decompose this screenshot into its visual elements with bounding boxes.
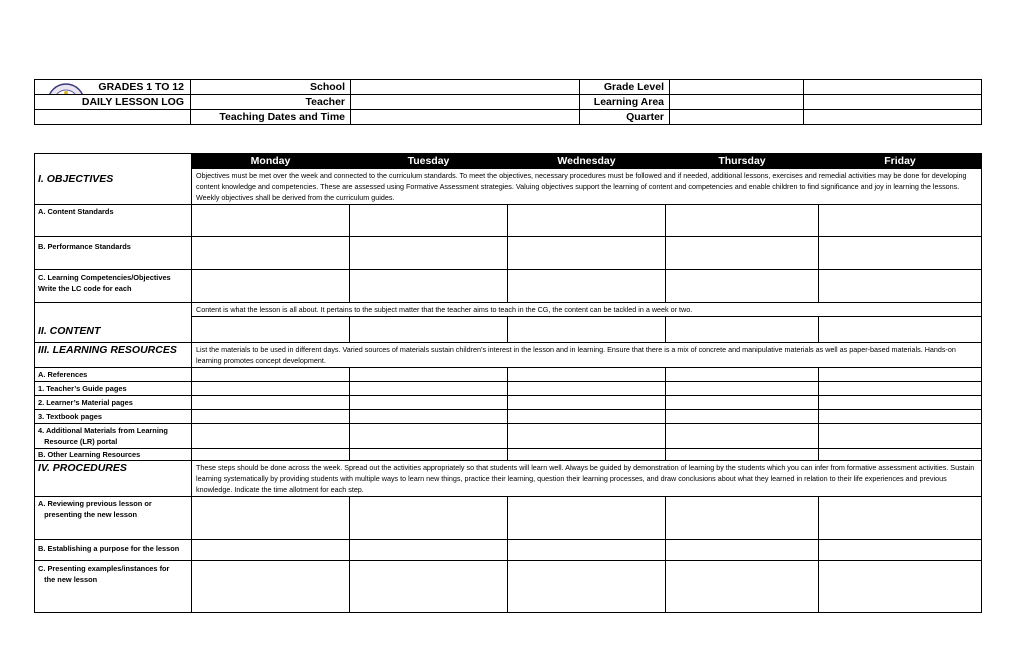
cell-input[interactable] <box>192 424 350 449</box>
other-resources-label: B. Other Learning Resources <box>35 449 192 461</box>
day-header-tuesday: Tuesday <box>350 154 508 169</box>
reviewing-lesson-label <box>35 497 192 540</box>
school-field[interactable] <box>351 80 580 95</box>
cell-input[interactable] <box>819 561 982 613</box>
procedures-title: IV. PROCEDURES <box>35 461 192 497</box>
cell-input[interactable] <box>508 396 666 410</box>
cell-input[interactable] <box>508 449 666 461</box>
cell-input[interactable] <box>666 561 819 613</box>
learning-competencies-label <box>35 270 192 303</box>
teachers-guide-label: 1. Teacher’s Guide pages <box>35 382 192 396</box>
header-title-line2: DAILY LESSON LOG <box>81 96 184 108</box>
establishing-purpose-label: B. Establishing a purpose for the lesson <box>35 540 192 561</box>
header-title-cell-3 <box>35 110 191 125</box>
teacher-field[interactable] <box>351 95 580 110</box>
cell-input[interactable] <box>819 540 982 561</box>
day-header-friday: Friday <box>819 154 982 169</box>
objectives-title: I. OBJECTIVES <box>35 154 192 205</box>
performance-standards-label: B. Performance Standards <box>35 237 192 270</box>
cell-input[interactable] <box>666 424 819 449</box>
cell-input[interactable] <box>508 561 666 613</box>
cell-input[interactable] <box>192 368 350 382</box>
cell-input[interactable] <box>819 317 982 343</box>
cell-input[interactable] <box>350 424 508 449</box>
cell-input[interactable] <box>350 317 508 343</box>
learning-resources-title: III. LEARNING RESOURCES <box>35 343 192 368</box>
cell-input[interactable] <box>508 270 666 303</box>
school-label: School <box>191 80 351 95</box>
cell-input[interactable] <box>819 205 982 237</box>
cell-input[interactable] <box>819 410 982 424</box>
learning-competencies-line1: C. Learning Competencies/Objectives <box>38 273 171 282</box>
day-header-monday: Monday <box>192 154 350 169</box>
teacher-label: Teacher <box>191 95 351 110</box>
cell-input[interactable] <box>350 449 508 461</box>
learners-material-label: 2. Learner’s Material pages <box>35 396 192 410</box>
additional-materials-line2: Resource (LR) portal <box>38 437 118 446</box>
cell-input[interactable] <box>192 449 350 461</box>
presenting-examples-line1: C. Presenting examples/instances for <box>38 564 170 573</box>
cell-input[interactable] <box>192 382 350 396</box>
cell-input[interactable] <box>350 561 508 613</box>
cell-input[interactable] <box>350 382 508 396</box>
cell-input[interactable] <box>666 382 819 396</box>
cell-input[interactable] <box>508 237 666 270</box>
grade-level-field[interactable] <box>804 80 982 95</box>
cell-input[interactable] <box>508 540 666 561</box>
cell-input[interactable] <box>192 497 350 540</box>
cell-input[interactable] <box>819 270 982 303</box>
cell-input[interactable] <box>819 497 982 540</box>
cell-input[interactable] <box>350 205 508 237</box>
additional-materials-label <box>35 424 192 449</box>
cell-input[interactable] <box>666 270 819 303</box>
presenting-examples-line2: the new lesson <box>38 575 98 584</box>
grade-level-label-2 <box>670 80 804 95</box>
learning-area-label: Learning Area <box>580 95 670 110</box>
cell-input[interactable] <box>508 205 666 237</box>
teaching-dates-label: Teaching Dates and Time <box>191 110 351 125</box>
cell-input[interactable] <box>819 368 982 382</box>
cell-input[interactable] <box>192 205 350 237</box>
objectives-description: Objectives must be met over the week and connected to the curriculum standards. To meet the objectives, necessary procedures must be followed and if needed, additional lessons, exercises and remedial activities may be done for developing content knowledge and competencies. These are assessed using Formative Assessment strategies. Valuing objectives support the learning of content and competencies and enable children to find significance and joy in learning the lessons. Weekly objectives shall be derived from the curriculum guides. <box>192 169 982 205</box>
textbook-pages-label: 3. Textbook pages <box>35 410 192 424</box>
cell-input[interactable] <box>508 497 666 540</box>
learning-resources-description: List the materials to be used in different days. Varied sources of materials sustain children’s interest in the lesson and in learning. Ensure that there is a mix of concrete and manipulative materials as well as paper-based materials. Hands-on learning promotes concept development. <box>192 343 982 368</box>
cell-input[interactable] <box>192 396 350 410</box>
cell-input[interactable] <box>192 540 350 561</box>
lesson-log-table <box>34 153 982 613</box>
cell-input[interactable] <box>819 237 982 270</box>
quarter-label: Quarter <box>580 110 670 125</box>
cell-input[interactable] <box>819 396 982 410</box>
cell-input[interactable] <box>508 410 666 424</box>
cell-input[interactable] <box>508 317 666 343</box>
additional-materials-line1: 4. Additional Materials from Learning <box>38 426 168 435</box>
teaching-dates-field[interactable] <box>351 110 580 125</box>
header-table <box>34 79 982 125</box>
cell-input[interactable] <box>666 237 819 270</box>
cell-input[interactable] <box>819 382 982 396</box>
cell-input[interactable] <box>666 396 819 410</box>
cell-input[interactable] <box>666 540 819 561</box>
cell-input[interactable] <box>819 424 982 449</box>
cell-input[interactable] <box>666 497 819 540</box>
learning-competencies-line2: Write the LC code for each <box>38 284 132 293</box>
cell-input[interactable] <box>350 410 508 424</box>
content-description: Content is what the lesson is all about. It pertains to the subject matter that the teacher aims to teach in the CG, the content can be tackled in a week or two. <box>192 303 982 317</box>
cell-input[interactable] <box>666 410 819 424</box>
cell-input[interactable] <box>666 449 819 461</box>
cell-input[interactable] <box>350 540 508 561</box>
cell-input[interactable] <box>350 497 508 540</box>
cell-input[interactable] <box>666 368 819 382</box>
grade-level-label: Grade Level <box>580 80 670 95</box>
presenting-examples-label <box>35 561 192 613</box>
procedures-description: These steps should be done across the week. Spread out the activities appropriately so that students will learn well. Always be guided by demonstration of learning by the students which you can infer from formative assessment activities. Sustain learning systematically by providing students with multiple ways to learn new things, practice their learning, question their learning processes, and draw conclusions about what they learned in relation to their life experiences and previous knowledge. Indicate the time allotment for each step. <box>192 461 982 497</box>
references-label: A. References <box>35 368 192 382</box>
cell-input[interactable] <box>508 382 666 396</box>
cell-input[interactable] <box>192 237 350 270</box>
day-header-thursday: Thursday <box>666 154 819 169</box>
content-standards-label: A. Content Standards <box>35 205 192 237</box>
reviewing-lesson-line2: presenting the new lesson <box>38 510 137 519</box>
header-title-line1: GRADES 1 TO 12 <box>98 81 184 93</box>
day-header-wednesday: Wednesday <box>508 154 666 169</box>
cell-input[interactable] <box>508 368 666 382</box>
header-title-cell <box>35 80 191 95</box>
reviewing-lesson-line1: A. Reviewing previous lesson or <box>38 499 152 508</box>
cell-input[interactable] <box>350 368 508 382</box>
cell-input[interactable] <box>192 317 350 343</box>
content-title: II. CONTENT <box>35 303 192 343</box>
cell-input[interactable] <box>666 317 819 343</box>
deped-seal-icon <box>43 82 89 95</box>
cell-input[interactable] <box>508 424 666 449</box>
learning-area-spacer <box>670 95 804 110</box>
cell-input[interactable] <box>192 270 350 303</box>
quarter-spacer <box>670 110 804 125</box>
cell-input[interactable] <box>350 237 508 270</box>
quarter-field[interactable] <box>804 110 982 125</box>
cell-input[interactable] <box>819 449 982 461</box>
cell-input[interactable] <box>192 561 350 613</box>
cell-input[interactable] <box>350 270 508 303</box>
cell-input[interactable] <box>192 410 350 424</box>
header-title-cell-2 <box>35 95 191 110</box>
cell-input[interactable] <box>666 205 819 237</box>
cell-input[interactable] <box>350 396 508 410</box>
learning-area-field[interactable] <box>804 95 982 110</box>
